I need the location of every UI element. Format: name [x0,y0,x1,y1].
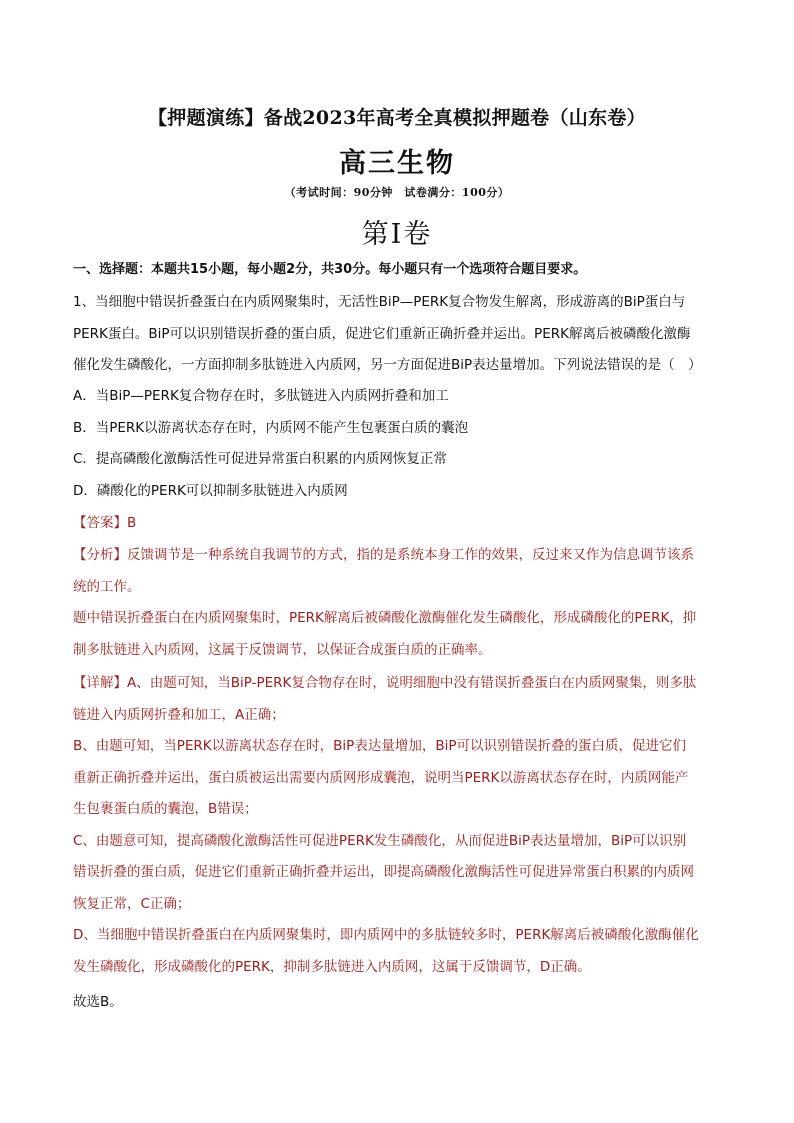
analysis-line [73,540,723,572]
answer-block [73,508,723,540]
conclusion [73,987,723,1019]
detail-line: 恢复正常，C正确； [73,895,191,912]
detail-line: 重新正确折叠并运出，蛋白质被运出需要内质网形成囊泡，说明当PERK以游离状态存在时，内质网能产 [73,769,689,786]
volume-title: 第Ⅰ卷 [361,219,433,250]
option-c: C．提高磷酸化激酶活性可促进异常蛋白积累的内质网恢复正常 [73,451,447,467]
detail-line: D、当细胞中错误折叠蛋白在内质网聚集时，即内质网中的多肽链较多时，PERK解离后被磷酸化激酶催化 [73,927,699,943]
answer-value: B [127,515,137,531]
option-a: A．当BiP—PERK复合物存在时，多肽链进入内质网折叠和加工 [73,388,449,404]
detail-block [73,668,723,983]
section-heading: 一、选择题：本题共15小题，每小题2分，共30分。每小题只有一个选项符合题目要求。 [73,262,587,277]
analysis-line: 统的工作。 [73,578,141,595]
analysis-line: 题中错误折叠蛋白在内质网聚集时，PERK解离后被磷酸化激酶催化发生磷酸化，形成磷酸化的PERK，抑 [73,610,697,626]
detail-line [73,668,723,700]
question-options [73,381,723,507]
conclusion-line: 故选B。 [73,994,123,1010]
question-line: 1、当细胞中错误折叠蛋白在内质网聚集时，无活性BiP—PERK复合物发生解离，形成游离的BiP蛋白与 [73,294,686,310]
detail-line: 错误折叠的蛋白质，促进它们重新正确折叠并运出，即提高磷酸化激酶活性可促进异常蛋白积累的内质网 [73,864,694,880]
subject-title: 高三生物 [339,148,455,179]
exam-meta: （考试时间：90分钟 试卷满分：100分） [284,186,510,199]
analysis-label: 【分析】 [73,547,127,563]
exam-title: 【押题演练】备战2023年高考全真模拟押题卷（山东卷） [148,107,646,129]
detail-text: A、由题可知，当BiP-PERK复合物存在时，说明细胞中没有错误折叠蛋白在内质网聚集，则多肽 [127,675,697,691]
detail-line: C、由题意可知，提高磷酸化激酶活性可促进PERK发生磷酸化，从而促进BiP表达量增加，BiP可以识别 [73,832,687,849]
question-stem [73,287,723,382]
answer-label: 【答案】 [73,515,127,531]
analysis-text: 反馈调节是一种系统自我调节的方式，指的是系统本身工作的效果，反过来又作为信息调节该系 [127,547,694,563]
option-b: B．当PERK以游离状态存在时，内质网不能产生包裹蛋白质的囊泡 [73,419,469,436]
detail-line: 发生磷酸化，形成磷酸化的PERK，抑制多肽链进入内质网，这属于反馈调节，D正确。 [73,958,591,975]
answer-line [73,508,723,540]
option-d: D．磷酸化的PERK可以抑制多肽链进入内质网 [73,482,348,499]
detail-line: 生包裹蛋白质的囊泡，B错误； [73,801,258,817]
detail-line: B、由题可知，当PERK以游离状态存在时，BiP表达量增加，BiP可以识别错误折叠的蛋白质，促进它们 [73,738,686,754]
detail-line: 链进入内质网折叠和加工，A正确； [73,706,285,723]
question-line: 催化发生磷酸化，一方面抑制多肽链进入内质网，另一方面促进BiP表达量增加。下列说法错误的是（ ） [73,357,702,373]
detail-label: 【详解】 [73,675,127,691]
question-line: PERK蛋白。BiP可以识别错误折叠的蛋白质，促进它们重新正确折叠并运出。PERK解离后被磷酸化激酶 [73,325,691,342]
analysis-line: 制多肽链进入内质网，这属于反馈调节，以保证合成蛋白质的正确率。 [73,641,492,658]
analysis-block [73,540,723,666]
